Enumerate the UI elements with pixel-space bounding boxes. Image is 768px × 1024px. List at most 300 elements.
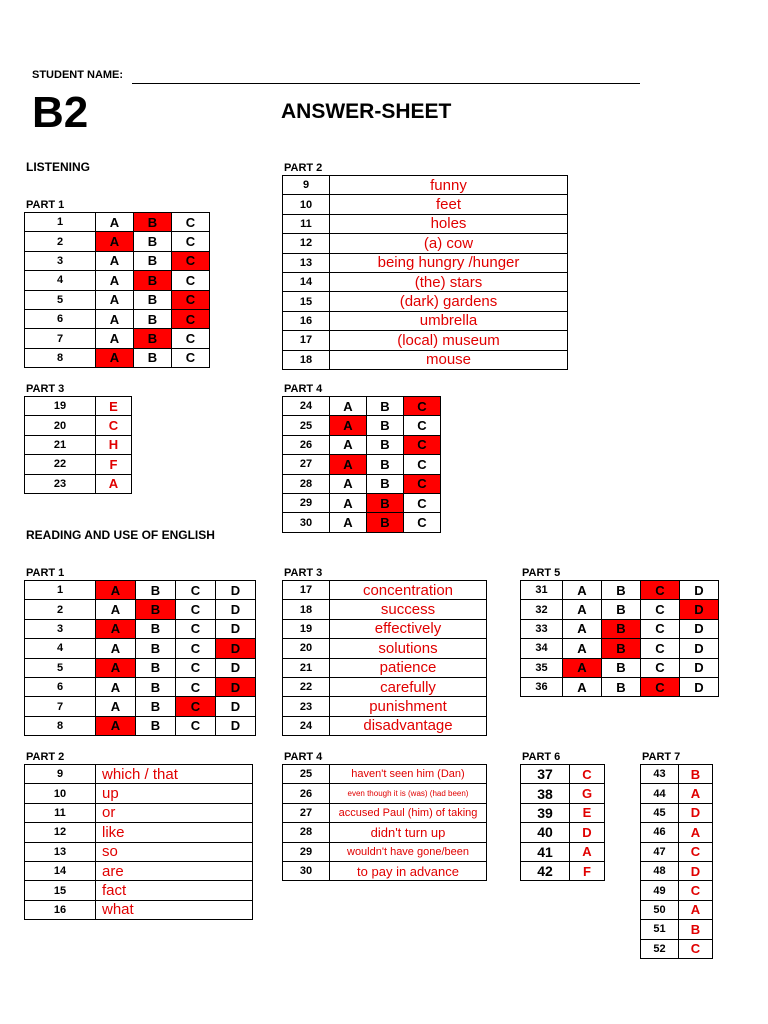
question-number: 9 — [25, 765, 96, 784]
table-row — [283, 861, 487, 880]
answer-cell[interactable]: F — [96, 455, 132, 474]
option-c-cell[interactable]: C — [404, 474, 441, 493]
reading-part5-table — [520, 580, 719, 697]
table-row — [25, 697, 256, 716]
listening-part4-table — [282, 396, 441, 533]
question-number: 22 — [25, 455, 96, 474]
question-number: 21 — [283, 658, 330, 677]
question-number: 50 — [641, 900, 679, 919]
question-number: 20 — [283, 639, 330, 658]
question-number: 47 — [641, 842, 679, 861]
table-row — [641, 861, 713, 880]
option-b-cell[interactable]: B — [134, 213, 172, 232]
option-a-cell[interactable]: A — [96, 290, 134, 309]
table-row — [283, 784, 487, 803]
option-d-cell[interactable]: D — [216, 639, 256, 658]
table-row — [641, 881, 713, 900]
table-row — [283, 716, 487, 735]
answer-cell[interactable]: to pay in advance — [330, 861, 487, 880]
answer-cell[interactable]: B — [679, 765, 713, 784]
question-number: 27 — [283, 455, 330, 474]
option-a-cell[interactable]: A — [330, 493, 367, 512]
question-number: 5 — [25, 658, 96, 677]
table-row — [521, 823, 605, 842]
option-b-cell[interactable]: B — [136, 600, 176, 619]
question-number: 46 — [641, 823, 679, 842]
option-a-cell[interactable]: A — [330, 397, 367, 416]
option-d-cell[interactable]: D — [216, 581, 256, 600]
option-c-cell[interactable]: C — [641, 658, 680, 677]
table-row — [283, 214, 568, 233]
level-title: B2 — [32, 88, 89, 137]
question-number: 15 — [25, 881, 96, 900]
question-number: 16 — [283, 311, 330, 330]
option-a-cell[interactable]: A — [563, 619, 602, 638]
question-number: 21 — [25, 435, 96, 454]
question-number: 23 — [283, 697, 330, 716]
table-row — [521, 619, 719, 638]
answer-cell[interactable]: A — [679, 900, 713, 919]
question-number: 13 — [283, 253, 330, 272]
answer-cell[interactable]: A — [570, 842, 605, 861]
option-d-cell[interactable]: D — [680, 581, 719, 600]
table-row — [25, 881, 253, 900]
answer-cell[interactable]: punishment — [330, 697, 487, 716]
question-number: 37 — [521, 765, 570, 784]
option-c-cell[interactable]: C — [404, 416, 441, 435]
table-row — [283, 234, 568, 253]
option-d-cell[interactable]: D — [216, 697, 256, 716]
option-b-cell[interactable]: B — [134, 329, 172, 348]
option-a-cell[interactable]: A — [96, 271, 134, 290]
question-number: 41 — [521, 842, 570, 861]
answer-cell[interactable]: wouldn't have gone/been — [330, 842, 487, 861]
option-d-cell[interactable]: D — [680, 658, 719, 677]
option-b-cell[interactable]: B — [602, 581, 641, 600]
table-row — [283, 600, 487, 619]
listening-part3-table — [24, 396, 132, 494]
option-c-cell[interactable]: C — [404, 435, 441, 454]
option-a-cell[interactable]: A — [330, 435, 367, 454]
answer-cell[interactable]: E — [96, 397, 132, 416]
option-c-cell[interactable]: C — [641, 581, 680, 600]
table-row — [25, 309, 210, 328]
table-row — [283, 350, 568, 369]
option-c-cell[interactable]: C — [172, 271, 210, 290]
option-a-cell[interactable]: A — [96, 677, 136, 696]
answer-cell[interactable]: mouse — [330, 350, 568, 369]
option-a-cell[interactable]: A — [96, 658, 136, 677]
table-row — [521, 639, 719, 658]
option-b-cell[interactable]: B — [367, 416, 404, 435]
question-number: 38 — [521, 784, 570, 803]
reading-part3-table — [282, 580, 487, 736]
option-d-cell[interactable]: D — [216, 658, 256, 677]
answer-cell[interactable]: C — [570, 765, 605, 784]
table-row — [25, 435, 132, 454]
question-number: 48 — [641, 861, 679, 880]
answer-cell[interactable]: effectively — [330, 619, 487, 638]
table-row — [283, 455, 441, 474]
table-row — [641, 842, 713, 861]
question-number: 49 — [641, 881, 679, 900]
question-number: 1 — [25, 581, 96, 600]
question-number: 18 — [283, 600, 330, 619]
option-c-cell[interactable]: C — [172, 213, 210, 232]
answer-cell[interactable]: fact — [96, 881, 253, 900]
table-row — [283, 435, 441, 454]
question-number: 11 — [283, 214, 330, 233]
table-row — [283, 697, 487, 716]
table-row — [521, 581, 719, 600]
table-row — [283, 292, 568, 311]
answer-cell[interactable]: (a) cow — [330, 234, 568, 253]
answer-cell[interactable]: C — [679, 881, 713, 900]
option-a-cell[interactable]: A — [563, 677, 602, 696]
table-row — [25, 658, 256, 677]
option-d-cell[interactable]: D — [680, 677, 719, 696]
answer-cell[interactable]: funny — [330, 176, 568, 195]
table-row — [25, 765, 253, 784]
table-row — [25, 716, 256, 735]
option-d-cell[interactable]: D — [216, 600, 256, 619]
listening-heading: LISTENING — [26, 160, 91, 174]
table-row — [25, 581, 256, 600]
reading-part1-table — [24, 580, 256, 736]
option-c-cell[interactable]: C — [172, 251, 210, 270]
answer-cell[interactable]: didn't turn up — [330, 823, 487, 842]
option-b-cell[interactable]: B — [134, 251, 172, 270]
table-row — [641, 823, 713, 842]
question-number: 34 — [521, 639, 563, 658]
option-b-cell[interactable]: B — [136, 658, 176, 677]
option-c-cell[interactable]: C — [172, 329, 210, 348]
question-number: 29 — [283, 842, 330, 861]
option-c-cell[interactable]: C — [176, 677, 216, 696]
table-row — [283, 176, 568, 195]
option-a-cell[interactable]: A — [563, 658, 602, 677]
option-a-cell[interactable]: A — [330, 474, 367, 493]
answer-cell[interactable]: disadvantage — [330, 716, 487, 735]
option-d-cell[interactable]: D — [680, 639, 719, 658]
question-number: 1 — [25, 213, 96, 232]
question-number: 24 — [283, 397, 330, 416]
reading-part6-table — [520, 764, 605, 881]
option-c-cell[interactable]: C — [404, 493, 441, 512]
option-d-cell[interactable]: D — [216, 677, 256, 696]
option-a-cell[interactable]: A — [96, 348, 134, 367]
answer-cell[interactable]: E — [570, 803, 605, 822]
question-number: 3 — [25, 251, 96, 270]
listening-part3-label: PART 3 — [26, 383, 65, 395]
answer-cell[interactable]: A — [679, 823, 713, 842]
option-c-cell[interactable]: C — [172, 309, 210, 328]
option-c-cell[interactable]: C — [176, 639, 216, 658]
answer-cell[interactable]: B — [679, 920, 713, 939]
table-row — [521, 803, 605, 822]
option-b-cell[interactable]: B — [367, 513, 404, 532]
table-row — [641, 939, 713, 958]
student-name-field[interactable] — [132, 83, 640, 84]
option-b-cell[interactable]: B — [134, 309, 172, 328]
reading-part4-table — [282, 764, 487, 881]
option-c-cell[interactable]: C — [176, 697, 216, 716]
table-row — [521, 784, 605, 803]
option-c-cell[interactable]: C — [172, 290, 210, 309]
option-a-cell[interactable]: A — [330, 455, 367, 474]
option-a-cell[interactable]: A — [96, 581, 136, 600]
table-row — [25, 397, 132, 416]
option-c-cell[interactable]: C — [641, 677, 680, 696]
question-number: 31 — [521, 581, 563, 600]
option-a-cell[interactable]: A — [563, 639, 602, 658]
answer-cell[interactable]: solutions — [330, 639, 487, 658]
table-row — [283, 677, 487, 696]
answer-cell[interactable]: accused Paul (him) of taking — [330, 803, 487, 822]
option-b-cell[interactable]: B — [367, 474, 404, 493]
answer-cell[interactable]: are — [96, 861, 253, 880]
option-c-cell[interactable]: C — [176, 658, 216, 677]
listening-part1-table — [24, 212, 210, 368]
reading-part3-label: PART 3 — [284, 567, 323, 579]
answer-cell[interactable]: A — [679, 784, 713, 803]
table-row — [25, 290, 210, 309]
option-d-cell[interactable]: D — [216, 619, 256, 638]
table-row — [25, 416, 132, 435]
question-number: 15 — [283, 292, 330, 311]
question-number: 4 — [25, 271, 96, 290]
option-a-cell[interactable]: A — [96, 697, 136, 716]
table-row — [283, 513, 441, 532]
question-number: 29 — [283, 493, 330, 512]
table-row — [283, 493, 441, 512]
table-row — [25, 329, 210, 348]
option-a-cell[interactable]: A — [96, 716, 136, 735]
question-number: 27 — [283, 803, 330, 822]
answer-cell[interactable]: haven't seen him (Dan) — [330, 765, 487, 784]
reading-part4-label: PART 4 — [284, 751, 323, 763]
option-b-cell[interactable]: B — [134, 271, 172, 290]
answer-cell[interactable]: even though it is (was) (had been) — [330, 784, 487, 803]
answer-cell[interactable]: like — [96, 823, 253, 842]
question-number: 23 — [25, 474, 96, 493]
question-number: 30 — [283, 513, 330, 532]
page-title: ANSWER-SHEET — [281, 100, 452, 123]
answer-cell[interactable]: D — [679, 861, 713, 880]
answer-cell[interactable]: so — [96, 842, 253, 861]
table-row — [283, 803, 487, 822]
answer-cell[interactable]: D — [570, 823, 605, 842]
question-number: 7 — [25, 329, 96, 348]
question-number: 24 — [283, 716, 330, 735]
question-number: 22 — [283, 677, 330, 696]
question-number: 44 — [641, 784, 679, 803]
answer-cell[interactable]: F — [570, 861, 605, 880]
option-b-cell[interactable]: B — [136, 581, 176, 600]
answer-cell[interactable]: (local) museum — [330, 331, 568, 350]
table-row — [283, 658, 487, 677]
question-number: 6 — [25, 677, 96, 696]
table-row — [25, 900, 253, 919]
option-b-cell[interactable]: B — [136, 619, 176, 638]
question-number: 26 — [283, 784, 330, 803]
option-a-cell[interactable]: A — [563, 581, 602, 600]
table-row — [641, 784, 713, 803]
option-c-cell[interactable]: C — [172, 232, 210, 251]
question-number: 9 — [283, 176, 330, 195]
question-number: 10 — [25, 784, 96, 803]
question-number: 12 — [25, 823, 96, 842]
option-b-cell[interactable]: B — [602, 619, 641, 638]
question-number: 19 — [283, 619, 330, 638]
answer-cell[interactable]: which / that — [96, 765, 253, 784]
answer-cell[interactable]: G — [570, 784, 605, 803]
table-row — [641, 920, 713, 939]
table-row — [641, 900, 713, 919]
option-b-cell[interactable]: B — [136, 697, 176, 716]
option-c-cell[interactable]: C — [404, 513, 441, 532]
question-number: 52 — [641, 939, 679, 958]
option-b-cell[interactable]: B — [367, 455, 404, 474]
option-d-cell[interactable]: D — [680, 619, 719, 638]
option-a-cell[interactable]: A — [330, 513, 367, 532]
question-number: 33 — [521, 619, 563, 638]
option-b-cell[interactable]: B — [367, 493, 404, 512]
answer-cell[interactable]: or — [96, 803, 253, 822]
option-c-cell[interactable]: C — [404, 397, 441, 416]
answer-cell[interactable]: C — [679, 939, 713, 958]
table-row — [283, 416, 441, 435]
question-number: 42 — [521, 861, 570, 880]
answer-cell[interactable]: D — [679, 803, 713, 822]
question-number: 25 — [283, 416, 330, 435]
option-c-cell[interactable]: C — [176, 581, 216, 600]
question-number: 3 — [25, 619, 96, 638]
answer-cell[interactable]: feet — [330, 195, 568, 214]
listening-part1-label: PART 1 — [26, 199, 65, 211]
table-row — [283, 619, 487, 638]
reading-part7-label: PART 7 — [642, 751, 681, 763]
answer-cell[interactable]: H — [96, 435, 132, 454]
option-a-cell[interactable]: A — [96, 309, 134, 328]
question-number: 8 — [25, 348, 96, 367]
table-row — [641, 803, 713, 822]
answer-cell[interactable]: concentration — [330, 581, 487, 600]
option-b-cell[interactable]: B — [602, 639, 641, 658]
answer-cell[interactable]: what — [96, 900, 253, 919]
question-number: 13 — [25, 842, 96, 861]
option-b-cell[interactable]: B — [602, 600, 641, 619]
option-d-cell[interactable]: D — [680, 600, 719, 619]
option-b-cell[interactable]: B — [367, 435, 404, 454]
listening-part2-table — [282, 175, 568, 370]
option-d-cell[interactable]: D — [216, 716, 256, 735]
reading-part2-label: PART 2 — [26, 751, 65, 763]
option-b-cell[interactable]: B — [602, 677, 641, 696]
option-c-cell[interactable]: C — [176, 619, 216, 638]
option-a-cell[interactable]: A — [96, 213, 134, 232]
table-row — [25, 455, 132, 474]
answer-cell[interactable]: holes — [330, 214, 568, 233]
answer-cell[interactable]: up — [96, 784, 253, 803]
option-b-cell[interactable]: B — [134, 290, 172, 309]
option-c-cell[interactable]: C — [176, 716, 216, 735]
table-row — [521, 842, 605, 861]
option-c-cell[interactable]: C — [641, 639, 680, 658]
answer-cell[interactable]: C — [96, 416, 132, 435]
option-c-cell[interactable]: C — [641, 600, 680, 619]
answer-cell[interactable]: success — [330, 600, 487, 619]
option-a-cell[interactable]: A — [96, 619, 136, 638]
question-number: 45 — [641, 803, 679, 822]
question-number: 16 — [25, 900, 96, 919]
table-row — [25, 823, 253, 842]
table-row — [283, 842, 487, 861]
option-c-cell[interactable]: C — [404, 455, 441, 474]
option-b-cell[interactable]: B — [134, 348, 172, 367]
reading-part5-label: PART 5 — [522, 567, 561, 579]
option-b-cell[interactable]: B — [136, 677, 176, 696]
table-row — [283, 272, 568, 291]
reading-part7-table — [640, 764, 713, 959]
option-b-cell[interactable]: B — [136, 639, 176, 658]
table-row — [25, 600, 256, 619]
question-number: 11 — [25, 803, 96, 822]
question-number: 28 — [283, 474, 330, 493]
answer-cell[interactable]: umbrella — [330, 311, 568, 330]
listening-part4-label: PART 4 — [284, 383, 323, 395]
option-b-cell[interactable]: B — [134, 232, 172, 251]
answer-cell[interactable]: being hungry /hunger — [330, 253, 568, 272]
table-row — [283, 397, 441, 416]
option-b-cell[interactable]: B — [602, 658, 641, 677]
answer-cell[interactable]: patience — [330, 658, 487, 677]
option-c-cell[interactable]: C — [641, 619, 680, 638]
question-number: 18 — [283, 350, 330, 369]
answer-cell[interactable]: A — [96, 474, 132, 493]
answer-cell[interactable]: (dark) gardens — [330, 292, 568, 311]
question-number: 28 — [283, 823, 330, 842]
option-a-cell[interactable]: A — [563, 600, 602, 619]
answer-cell[interactable]: C — [679, 842, 713, 861]
option-a-cell[interactable]: A — [96, 600, 136, 619]
option-a-cell[interactable]: A — [96, 639, 136, 658]
option-c-cell[interactable]: C — [176, 600, 216, 619]
table-row — [283, 311, 568, 330]
table-row — [25, 213, 210, 232]
table-row — [521, 600, 719, 619]
option-c-cell[interactable]: C — [172, 348, 210, 367]
question-number: 32 — [521, 600, 563, 619]
reading-part1-label: PART 1 — [26, 567, 65, 579]
table-row — [25, 619, 256, 638]
table-row — [283, 639, 487, 658]
question-number: 26 — [283, 435, 330, 454]
table-row — [283, 765, 487, 784]
option-a-cell[interactable]: A — [330, 416, 367, 435]
option-b-cell[interactable]: B — [367, 397, 404, 416]
option-a-cell[interactable]: A — [96, 329, 134, 348]
question-number: 39 — [521, 803, 570, 822]
question-number: 12 — [283, 234, 330, 253]
table-row — [521, 765, 605, 784]
reading-heading: READING AND USE OF ENGLISH — [26, 528, 215, 542]
answer-cell[interactable]: (the) stars — [330, 272, 568, 291]
option-a-cell[interactable]: A — [96, 251, 134, 270]
option-b-cell[interactable]: B — [136, 716, 176, 735]
answer-cell[interactable]: carefully — [330, 677, 487, 696]
option-a-cell[interactable]: A — [96, 232, 134, 251]
